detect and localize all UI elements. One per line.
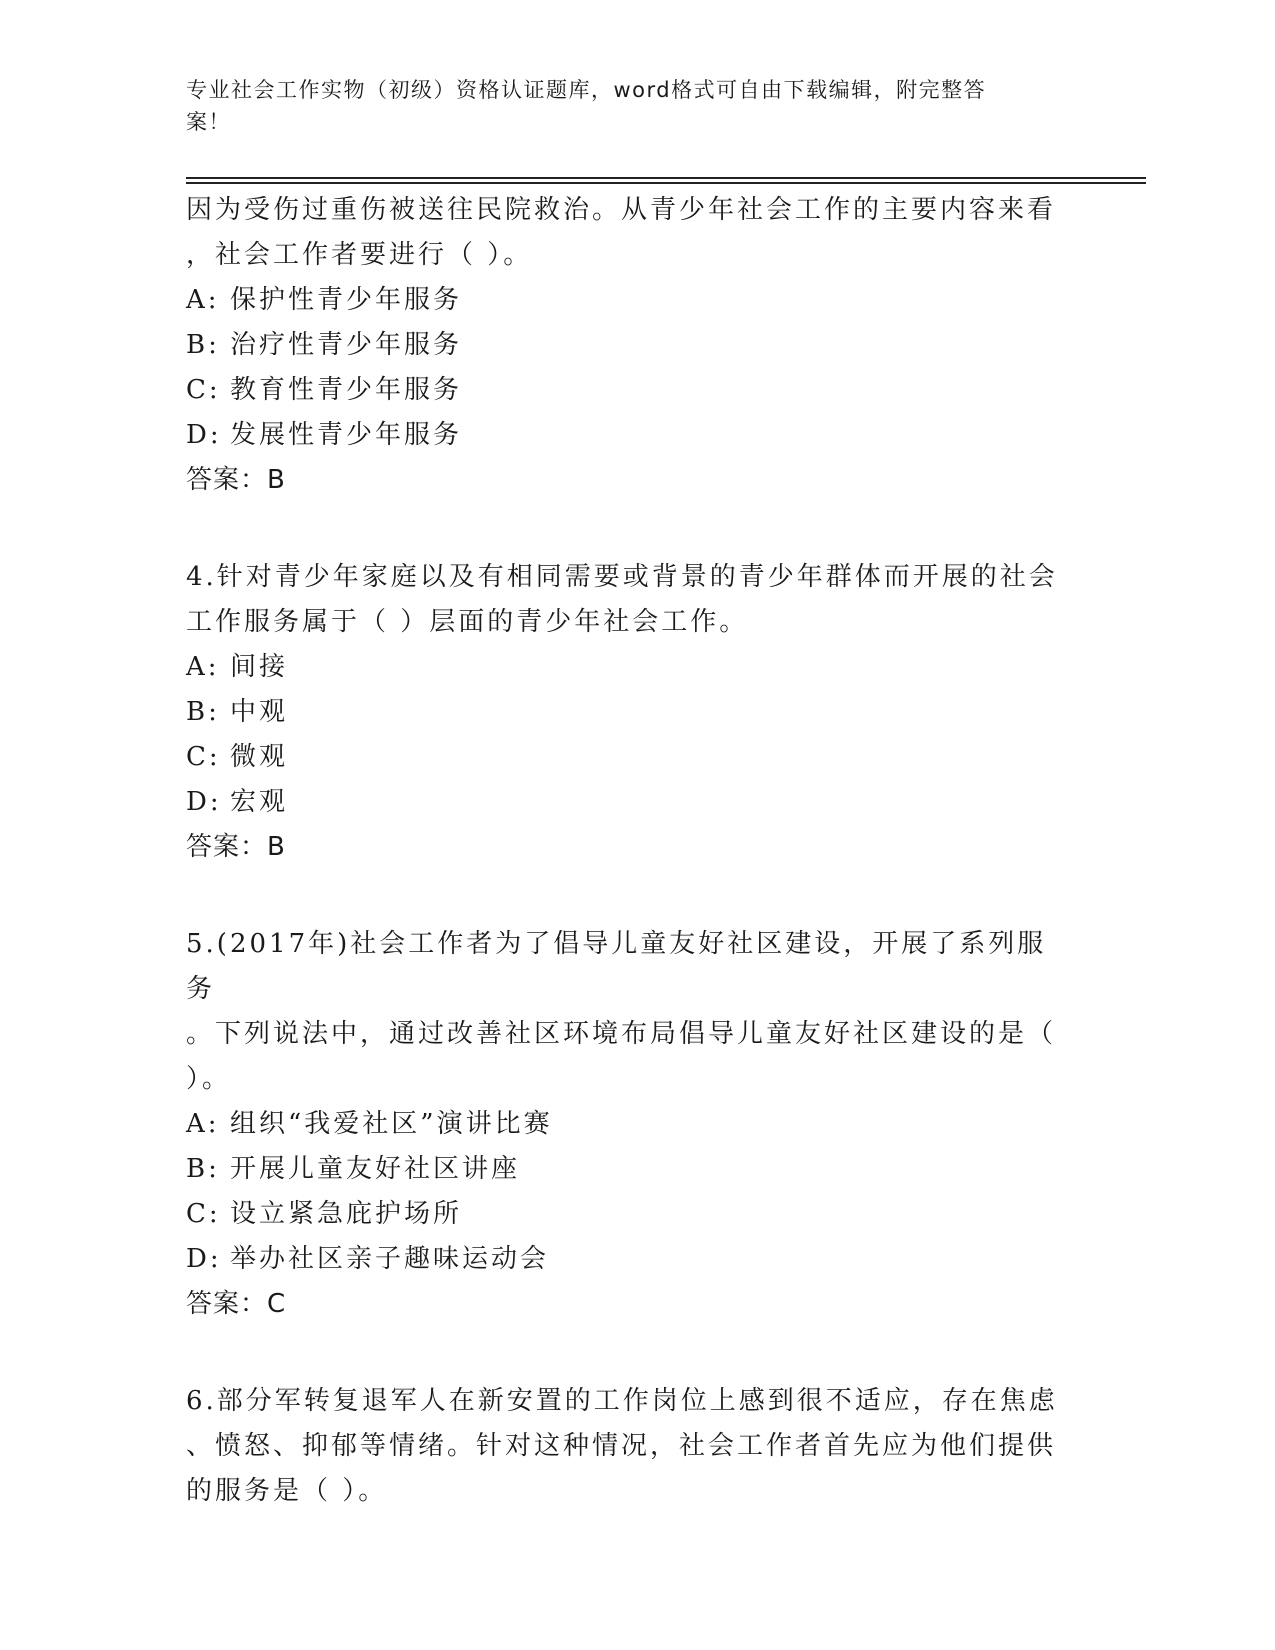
option-key: A: <box>186 652 220 682</box>
question-line: 4.针对青少年家庭以及有相同需要或背景的青少年群体而开展的社会 <box>186 562 1058 592</box>
question-line: 工作服务属于（ ）层面的青少年社会工作。 <box>186 607 749 637</box>
question-list <box>186 188 1066 1566</box>
option-key: B: <box>186 697 220 727</box>
option-text: 教育性青少年服务 <box>230 375 463 405</box>
option-key: A: <box>186 1109 220 1139</box>
document-header <box>186 74 1066 138</box>
option-key: A: <box>186 285 220 315</box>
question-block <box>186 555 1066 870</box>
option-text: 开展儿童友好社区讲座 <box>230 1154 521 1184</box>
option-text: 宏观 <box>230 787 289 817</box>
option-b <box>186 323 1066 368</box>
option-a <box>186 1102 1066 1147</box>
header-line-1: 专业社会工作实物（初级）资格认证题库，word格式可自由下载编辑，附完整答 <box>186 78 987 102</box>
header-line-2: 案！ <box>186 110 231 134</box>
option-text: 保护性青少年服务 <box>230 285 463 315</box>
option-text: 发展性青少年服务 <box>230 420 463 450</box>
answer-line: 答案：B <box>186 832 286 862</box>
option-key: C: <box>186 1199 221 1229</box>
option-c <box>186 1192 1066 1237</box>
option-d <box>186 413 1066 458</box>
option-b <box>186 1147 1066 1192</box>
question-line: ，社会工作者要进行（ ）。 <box>186 240 533 270</box>
answer-line: 答案：B <box>186 465 286 495</box>
option-d <box>186 1237 1066 1282</box>
header-divider-top <box>186 177 1146 179</box>
option-key: B: <box>186 330 220 360</box>
question-line: 、愤怒、抑郁等情绪。针对这种情况，社会工作者首先应为他们提供 <box>186 1431 1057 1461</box>
option-key: D: <box>186 1244 222 1274</box>
header-divider-bottom <box>186 182 1146 184</box>
question-block <box>186 188 1066 503</box>
question-line: ）。 <box>186 1064 232 1094</box>
question-block <box>186 1379 1066 1514</box>
answer-line: 答案：C <box>186 1289 287 1319</box>
question-line: 因为受伤过重伤被送往民院救治。从青少年社会工作的主要内容来看 <box>186 195 1057 225</box>
option-key: D: <box>186 420 222 450</box>
question-block <box>186 922 1066 1327</box>
question-line: 6.部分军转复退军人在新安置的工作岗位上感到很不适应，存在焦虑 <box>186 1386 1058 1416</box>
question-line: 5.(2017年)社会工作者为了倡导儿童友好社区建设，开展了系列服务 <box>186 929 1047 1004</box>
option-text: 微观 <box>230 742 289 772</box>
option-text: 间接 <box>230 652 289 682</box>
option-key: D: <box>186 787 222 817</box>
option-text: 中观 <box>230 697 289 727</box>
option-c <box>186 735 1066 780</box>
option-text: 组织“我爱社区”演讲比赛 <box>230 1109 553 1139</box>
option-a <box>186 278 1066 323</box>
option-b <box>186 690 1066 735</box>
option-d <box>186 780 1066 825</box>
option-text: 举办社区亲子趣味运动会 <box>230 1244 550 1274</box>
option-key: B: <box>186 1154 220 1184</box>
option-c <box>186 368 1066 413</box>
option-key: C: <box>186 375 221 405</box>
option-text: 治疗性青少年服务 <box>230 330 463 360</box>
question-line: 的服务是（ ）。 <box>186 1476 388 1506</box>
question-line: 。下列说法中，通过改善社区环境布局倡导儿童友好社区建设的是（ <box>186 1019 1057 1049</box>
option-a <box>186 645 1066 690</box>
option-text: 设立紧急庇护场所 <box>230 1199 463 1229</box>
option-key: C: <box>186 742 221 772</box>
